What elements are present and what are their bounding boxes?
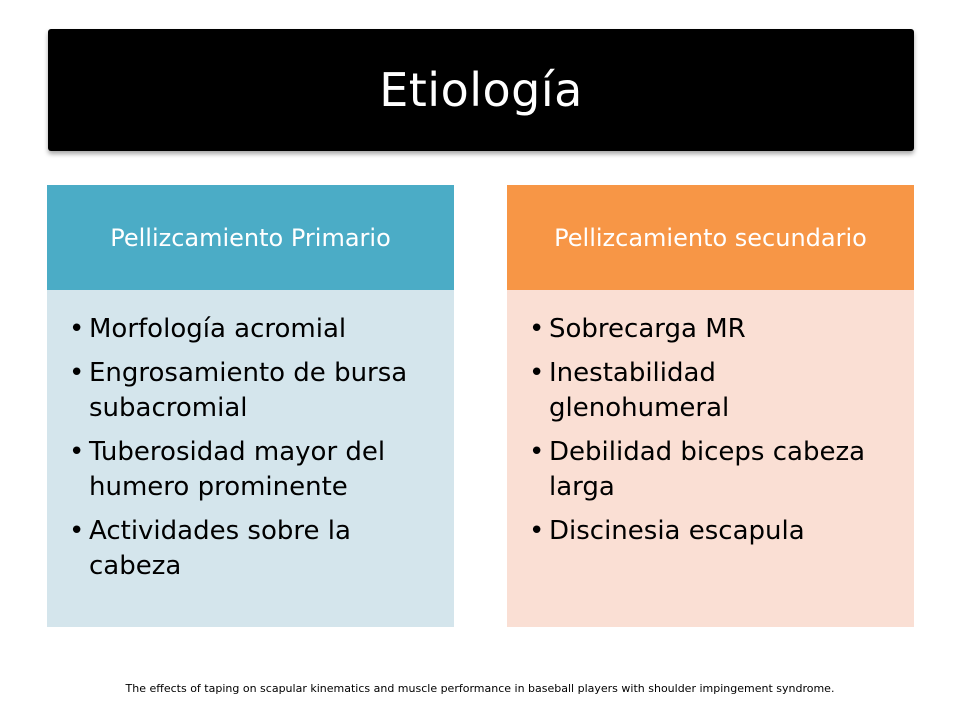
list-item: • Engrosamiento de bursa subacromial	[65, 356, 440, 426]
list-item: • Debilidad biceps cabeza larga	[525, 435, 900, 505]
list-item: • Tuberosidad mayor del humero prominente	[65, 435, 440, 505]
primary-impingement-body	[47, 290, 454, 627]
list-item: • Discinesia escapula	[525, 514, 900, 549]
primary-impingement-list	[65, 312, 440, 584]
slide-title: Etiología	[379, 63, 583, 117]
title-banner	[48, 29, 914, 151]
primary-impingement-column	[47, 185, 454, 627]
citation-footnote: The effects of taping on scapular kinematics and muscle performance in baseball players with shoulder impingement syndrome.	[125, 682, 835, 695]
secondary-impingement-header: Pellizcamiento secundario	[507, 185, 914, 290]
list-item: • Morfología acromial	[65, 312, 440, 347]
list-item: • Inestabilidad glenohumeral	[525, 356, 900, 426]
secondary-impingement-column	[507, 185, 914, 627]
list-item: • Sobrecarga MR	[525, 312, 900, 347]
primary-impingement-header: Pellizcamiento Primario	[47, 185, 454, 290]
secondary-impingement-body	[507, 290, 914, 627]
secondary-impingement-list	[525, 312, 900, 549]
list-item: • Actividades sobre la cabeza	[65, 514, 440, 584]
